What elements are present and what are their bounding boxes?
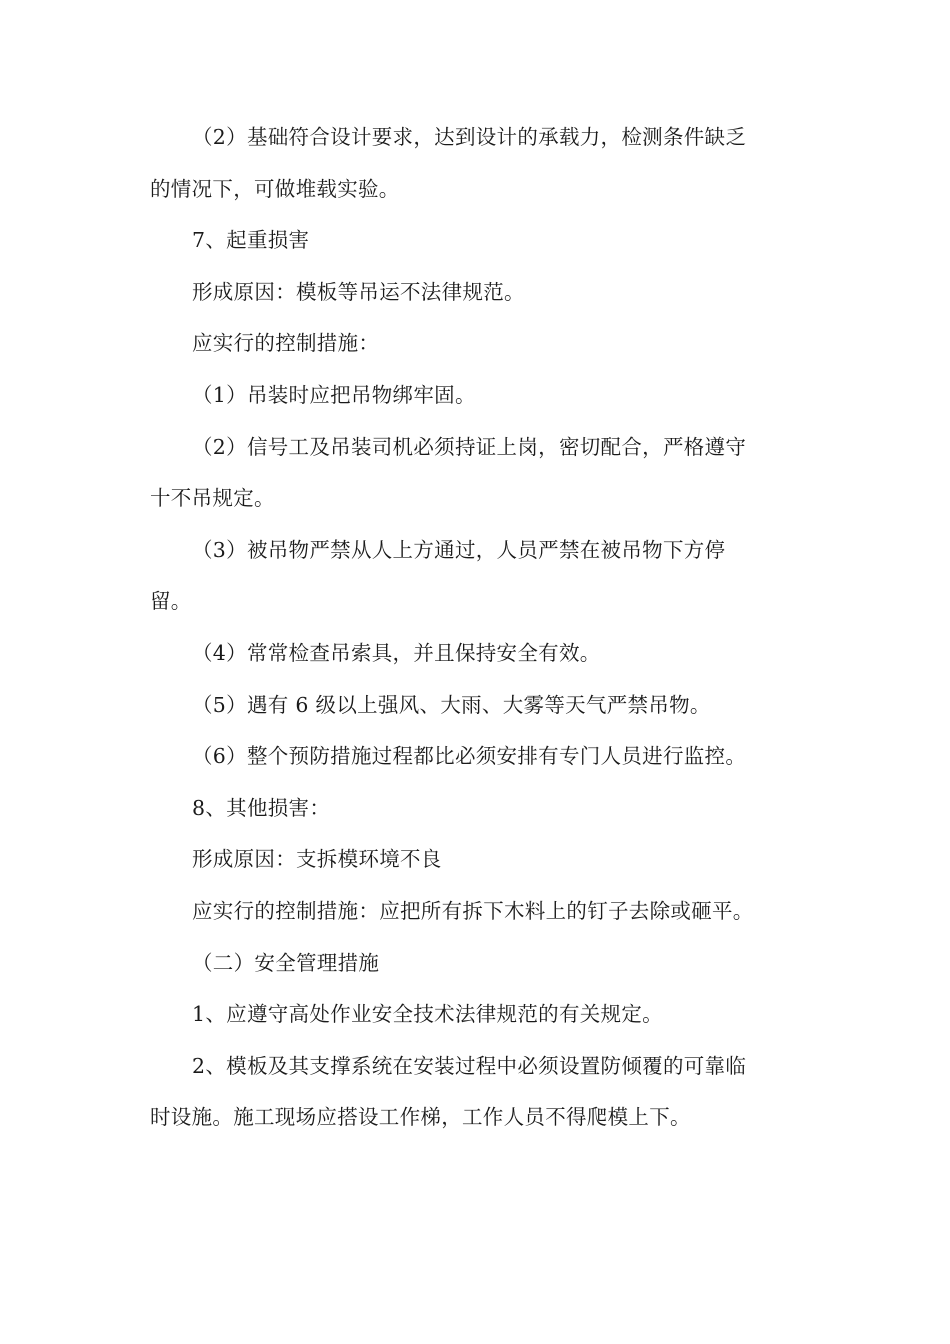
list-item: （3）被吊物严禁从人上方通过，人员严禁在被吊物下方停: [192, 537, 726, 562]
list-item: （5）遇有 6 级以上强风、大雨、大雾等天气严禁吊物。: [192, 692, 711, 717]
text-line: 时设施。施工现场应搭设工作梯，工作人员不得爬模上下。: [150, 1105, 691, 1130]
text-line: 形成原因：支拆模环境不良: [192, 847, 442, 872]
text-line: 应实行的控制措施：: [192, 331, 380, 356]
text-line: 留。: [150, 589, 192, 614]
section-heading: （二）安全管理措施: [192, 950, 380, 975]
section-heading: 7、起重损害: [192, 228, 310, 253]
section-heading: 8、其他损害：: [192, 795, 331, 820]
text-line: （2）基础符合设计要求，达到设计的承载力，检测条件缺乏: [192, 125, 747, 149]
list-item: （4）常常检查吊索具，并且保持安全有效。: [192, 640, 601, 665]
list-item: （1）吊装时应把吊物绑牢固。: [192, 382, 476, 407]
list-item: 1、应遵守高处作业安全技术法律规范的有关规定。: [192, 1002, 663, 1027]
text-line: 的情况下，可做堆载实验。: [150, 176, 400, 201]
text-line: 形成原因：模板等吊运不法律规范。: [192, 279, 525, 304]
text-line: 十不吊规定。: [150, 486, 275, 511]
document-body: [150, 112, 790, 1144]
list-item: 2、模板及其支撑系统在安装过程中必须设置防倾覆的可靠临: [192, 1053, 747, 1078]
list-item: （6）整个预防措施过程都比必须安排有专门人员进行监控。: [192, 744, 747, 769]
text-line: 应实行的控制措施：应把所有拆下木料上的钉子去除或砸平。: [192, 898, 754, 923]
list-item: （2）信号工及吊装司机必须持证上岗，密切配合，严格遵守: [192, 434, 747, 459]
